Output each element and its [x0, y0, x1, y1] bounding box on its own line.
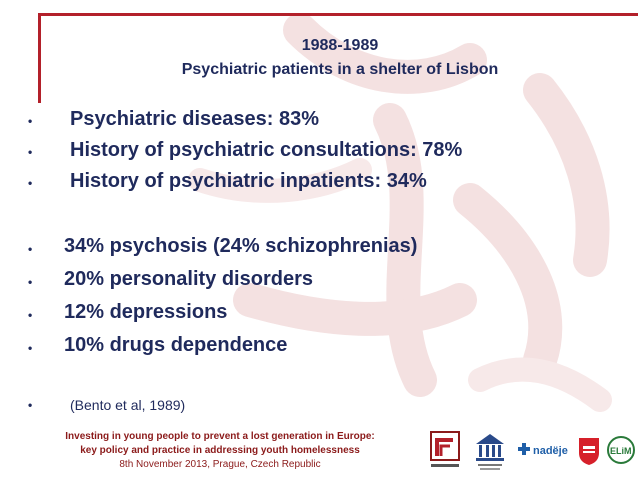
- bank-building-logo: [470, 430, 510, 472]
- list-item: [28, 296, 628, 329]
- bullet-icon: •: [28, 275, 33, 289]
- feantsa-logo: [428, 430, 462, 472]
- reference-item: [28, 395, 328, 415]
- list-item: [28, 104, 628, 135]
- bullet-icon: •: [28, 308, 33, 322]
- list-item-text: History of psychiatric inpatients: 34%: [70, 170, 427, 192]
- bullet-icon: •: [28, 145, 33, 159]
- list-item-text: History of psychiatric consultations: 78%: [70, 139, 463, 161]
- svg-text:nadëje: nadëje: [533, 445, 568, 457]
- bullet-icon: •: [28, 242, 33, 256]
- list-item-text: 20% personality disorders: [64, 268, 313, 290]
- list-item-text: 10% drugs dependence: [64, 334, 288, 356]
- secondary-bullet-list: [28, 230, 628, 362]
- heading-years: 1988-1989: [301, 37, 379, 54]
- list-item: [28, 263, 628, 296]
- elim-logo: [606, 435, 636, 467]
- salvation-army-logo: [576, 435, 602, 467]
- slide-heading: [60, 34, 620, 82]
- bullet-icon: •: [28, 398, 33, 412]
- reference-text: (Bento et al, 1989): [70, 397, 186, 413]
- frame-left-line: [38, 13, 41, 103]
- frame-top-line: [38, 13, 638, 16]
- footer-line-1: Investing in young people to prevent a lost generation in Europe:: [65, 431, 375, 442]
- footer-conference-info: [40, 430, 400, 472]
- footer-line-2: key policy and practice in addressing youth homelessness: [80, 445, 360, 456]
- heading-subtitle: Psychiatric patients in a shelter of Lisbon: [181, 61, 499, 78]
- svg-text:ELiM: ELiM: [610, 446, 632, 456]
- bullet-icon: •: [28, 176, 33, 190]
- bullet-icon: •: [28, 114, 33, 128]
- list-item: [28, 135, 628, 166]
- list-item: [28, 230, 628, 263]
- list-item-text: 34% psychosis (24% schizophrenias): [64, 235, 418, 257]
- footer-line-3: 8th November 2013, Prague, Czech Republic: [119, 459, 321, 470]
- partner-logos: [424, 430, 636, 476]
- list-item-text: Psychiatric diseases: 83%: [70, 108, 320, 130]
- bullet-icon: •: [28, 341, 33, 355]
- primary-bullet-list: [28, 104, 628, 197]
- nadeje-logo: [516, 438, 576, 468]
- list-item-text: 12% depressions: [64, 301, 228, 323]
- list-item: [28, 166, 628, 197]
- list-item: [28, 329, 628, 362]
